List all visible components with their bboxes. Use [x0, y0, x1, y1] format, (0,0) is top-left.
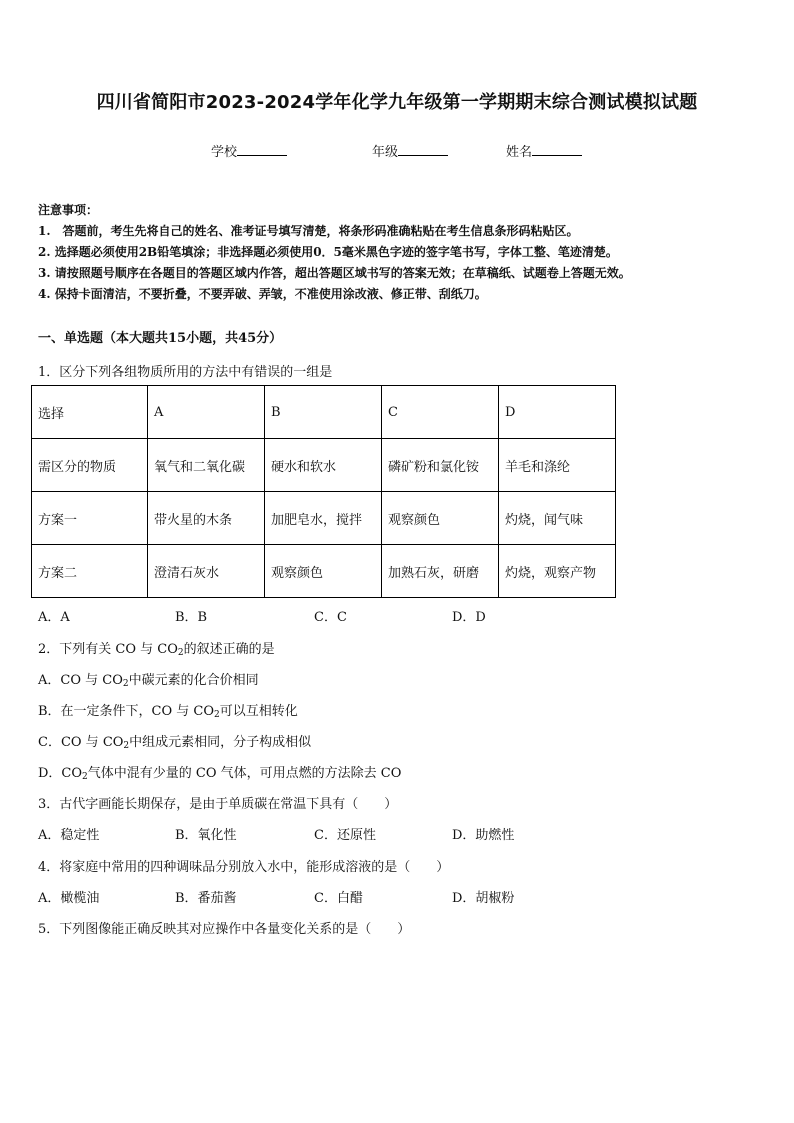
table-cell: A [148, 386, 265, 439]
table-cell: 观察颜色 [382, 492, 499, 545]
option-a[interactable] [38, 669, 259, 689]
option-c[interactable]: C．C [314, 610, 347, 625]
question-5-stem: 5．下列图像能正确反映其对应操作中各量变化关系的是（ ） [38, 922, 411, 937]
notice-item: 2. 选择题必须使用2B铅笔填涂；非选择题必须使用0．5毫米黑色字迹的签字笔书写，字体工整、笔迹清楚。 [38, 245, 618, 259]
option-a[interactable]: A．A [38, 610, 70, 625]
table-cell: 方案二 [32, 545, 148, 598]
school-blank[interactable] [237, 143, 287, 156]
option-text: 可以互相转化 [219, 704, 298, 719]
name-blank[interactable] [532, 143, 582, 156]
table-row [32, 492, 616, 545]
table-cell: 磷矿粉和氯化铵 [382, 439, 499, 492]
table-row [32, 545, 616, 598]
question-3-stem: 3．古代字画能长期保存，是由于单质碳在常温下具有（ ） [38, 797, 398, 812]
table-cell: 灼烧，闻气味 [499, 492, 616, 545]
notice-item: 4. 保持卡面清洁，不要折叠，不要弄破、弄皱，不准使用涂改液、修正带、刮纸刀。 [38, 287, 487, 301]
table-row [32, 386, 616, 439]
table-cell: 硬水和软水 [265, 439, 382, 492]
option-d[interactable]: D．D [452, 610, 486, 625]
option-d[interactable]: D．助燃性 [452, 828, 515, 843]
option-c[interactable]: C．还原性 [314, 828, 376, 843]
question-1-table [31, 385, 616, 598]
option-a[interactable]: A．橄榄油 [38, 891, 100, 906]
subscript: 2 [82, 772, 88, 782]
exam-title: 四川省简阳市2023-2024学年化学九年级第一学期期末综合测试模拟试题 [96, 92, 698, 113]
option-text: 气体中混有少量的 CO 气体，可用点燃的方法除去 CO [87, 766, 402, 781]
subscript: 2 [177, 648, 184, 658]
table-cell: 澄清石灰水 [148, 545, 265, 598]
option-text: D．CO [38, 766, 83, 781]
table-cell: 氧气和二氧化碳 [148, 439, 265, 492]
option-c[interactable]: C．白醋 [314, 891, 363, 906]
table-cell: 加肥皂水，搅拌 [265, 492, 382, 545]
notice-heading: 注意事项： [38, 203, 99, 217]
table-cell: 选择 [32, 386, 148, 439]
school-field [211, 141, 287, 160]
table-cell: B [265, 386, 382, 439]
option-text: B．在一定条件下，CO 与 CO [38, 704, 215, 719]
notice-item: 1. 答题前，考生先将自己的姓名、准考证号填写清楚，将条形码准确粘贴在考生信息条形码粘贴区。 [38, 224, 579, 238]
table-cell: 需区分的物质 [32, 439, 148, 492]
option-d[interactable]: D．胡椒粉 [452, 891, 515, 906]
notice-block [38, 200, 631, 305]
question-4-stem: 4．将家庭中常用的四种调味品分别放入水中，能形成溶液的是（ ） [38, 860, 450, 875]
grade-blank[interactable] [398, 143, 448, 156]
table-cell: D [499, 386, 616, 439]
option-text: 中碳元素的化合价相同 [128, 673, 259, 688]
grade-field [372, 141, 448, 160]
option-b[interactable]: B．氧化性 [175, 828, 237, 843]
table-cell: 带火星的木条 [148, 492, 265, 545]
section-heading: 一、单选题（本大题共15小题，共45分） [38, 331, 283, 346]
notice-item: 3. 请按照题号顺序在各题目的答题区域内作答，超出答题区域书写的答案无效；在草稿纸、试题卷上答题无效。 [38, 266, 631, 280]
option-c[interactable] [38, 731, 311, 751]
name-label: 姓名 [506, 145, 533, 160]
option-b[interactable] [38, 700, 298, 720]
option-b[interactable]: B．B [175, 610, 208, 625]
table-cell: 加熟石灰，研磨 [382, 545, 499, 598]
option-text: 中组成元素相同，分子构成相似 [129, 735, 312, 750]
table-cell: C [382, 386, 499, 439]
table-row [32, 439, 616, 492]
question-2-stem [38, 638, 275, 658]
option-text: C．CO 与 CO [38, 735, 124, 750]
school-label: 学校 [211, 145, 238, 160]
table-cell: 羊毛和涤纶 [499, 439, 616, 492]
table-cell: 灼烧，观察产物 [499, 545, 616, 598]
option-d[interactable] [38, 762, 401, 782]
table-cell: 观察颜色 [265, 545, 382, 598]
table-cell: 方案一 [32, 492, 148, 545]
option-b[interactable]: B．番茄酱 [175, 891, 237, 906]
grade-label: 年级 [372, 145, 399, 160]
subscript: 2 [122, 679, 129, 689]
stem-text: 2．下列有关 CO 与 CO [38, 642, 178, 657]
option-a[interactable]: A．稳定性 [38, 828, 100, 843]
subscript: 2 [123, 741, 130, 751]
question-1-stem: 1．区分下列各组物质所用的方法中有错误的一组是 [38, 365, 333, 380]
option-text: A．CO 与 CO [38, 673, 123, 688]
name-field [506, 141, 582, 160]
subscript: 2 [214, 710, 220, 720]
stem-text: 的叙述正确的是 [183, 642, 275, 657]
